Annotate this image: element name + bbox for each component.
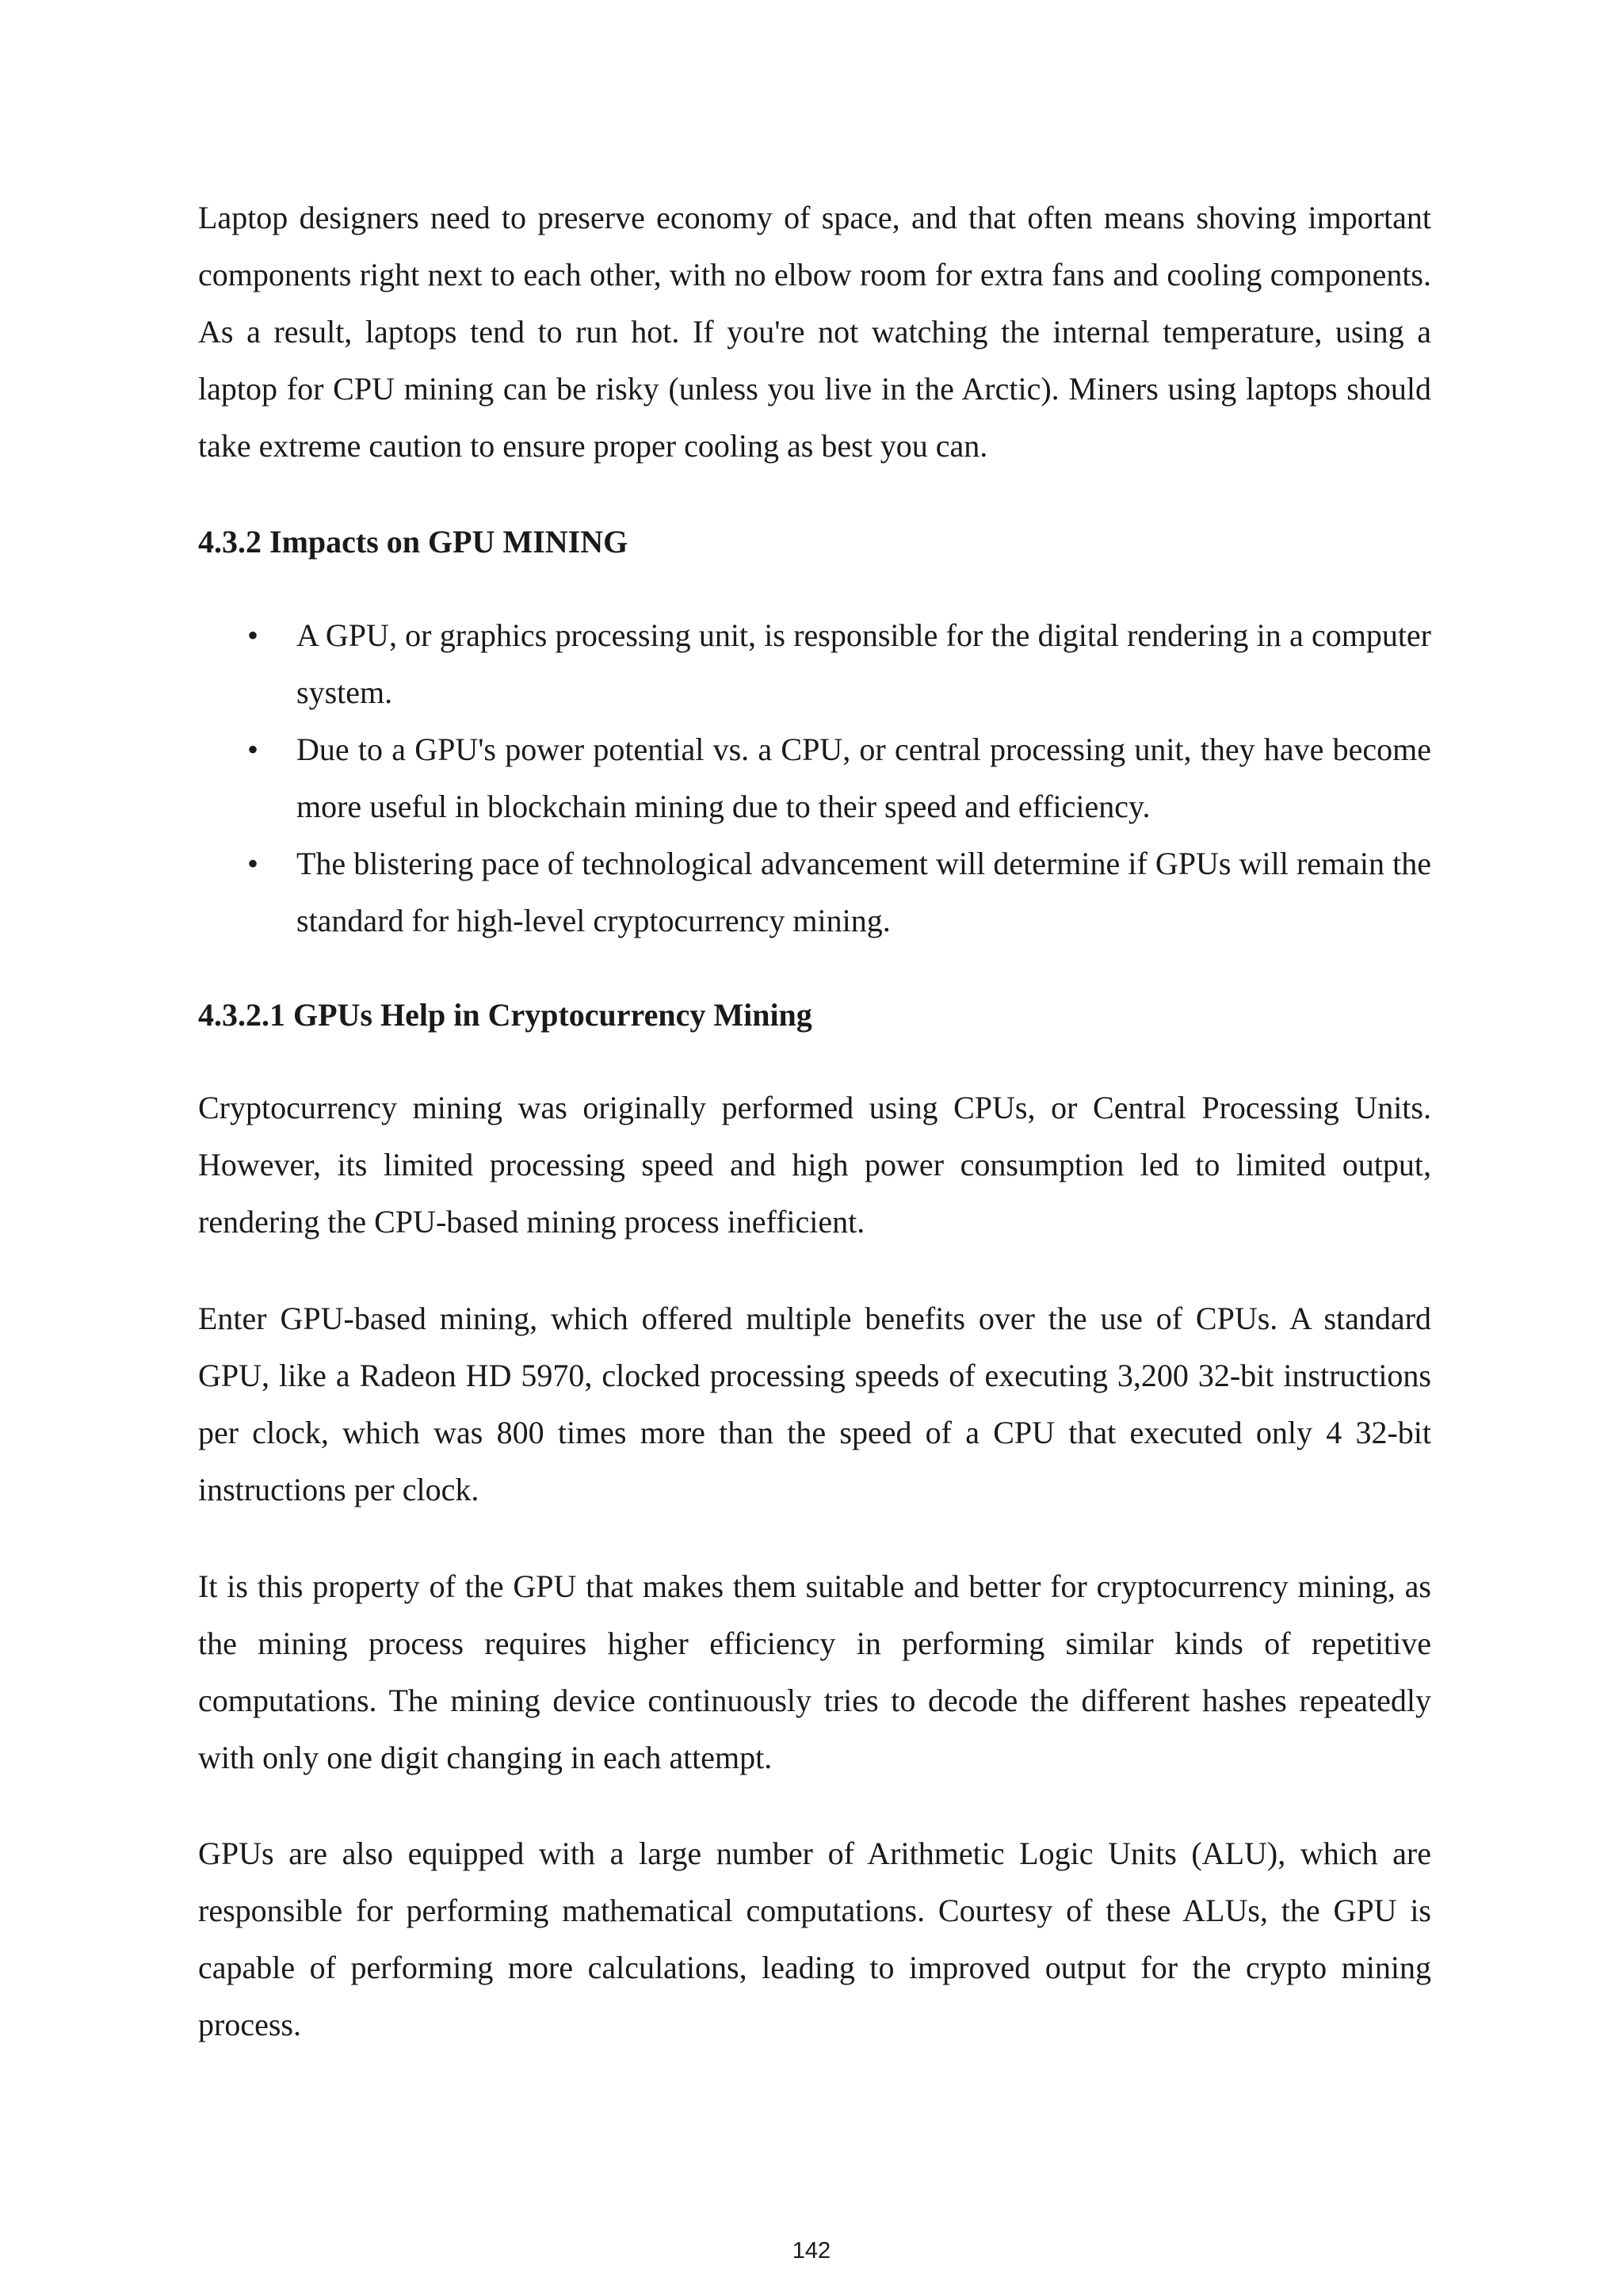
- bullet-item: [198, 721, 1431, 835]
- subsection-heading: 4.3.2.1 GPUs Help in Cryptocurrency Mining: [198, 997, 812, 1033]
- body-paragraph: GPUs are also equipped with a large number of Arithmetic Logic Units (ALU), which are responsible for performing mathematical computations. Courtesy of these ALUs, the GPU is capable of performing more calculations, leading to improved output for the crypto mining process.: [198, 1836, 1431, 2042]
- bullet-item: [198, 607, 1431, 721]
- bullet-text: The blistering pace of technological advancement will determine if GPUs will remain the standard for high-level cryptocurrency mining.: [296, 846, 1431, 938]
- page-number: 142: [792, 2238, 831, 2264]
- intro-paragraph: Laptop designers need to preserve economy of space, and that often means shoving important components right next to each other, with no elbow room for extra fans and cooling components. As a result, laptops tend to run hot. If you're not watching the internal temperature, using a laptop for CPU mining can be risky (unless you live in the Arctic). Miners using laptops should take extreme caution to ensure proper cooling as best you can.: [198, 200, 1431, 464]
- bullet-text: Due to a GPU's power potential vs. a CPU, or central processing unit, they have become more useful in blockchain mining due to their speed and efficiency.: [296, 732, 1431, 824]
- bullet-dot-icon: •: [247, 617, 259, 653]
- body-paragraph: It is this property of the GPU that makes them suitable and better for cryptocurrency mining, as the mining process requires higher efficiency in performing similar kinds of repetitive computations. The mining device continuously tries to decode the different hashes repeatedly with only one digit changing in each attempt.: [198, 1568, 1431, 1775]
- body-paragraph: Cryptocurrency mining was originally performed using CPUs, or Central Processing Units. However, its limited processing speed and high power consumption led to limited output, rendering the CPU-based mining process inefficient.: [198, 1090, 1431, 1240]
- section-heading: 4.3.2 Impacts on GPU MINING: [198, 524, 628, 560]
- body-paragraph: Enter GPU-based mining, which offered multiple benefits over the use of CPUs. A standard GPU, like a Radeon HD 5970, clocked processing speeds of executing 3,200 32-bit instructions per clock, which was 800 times more than the speed of a CPU that executed only 4 32-bit instructions per clock.: [198, 1301, 1431, 1507]
- bullet-dot-icon: •: [247, 846, 259, 881]
- bullet-dot-icon: •: [247, 732, 259, 767]
- bullet-item: [198, 835, 1431, 949]
- bullet-text: A GPU, or graphics processing unit, is responsible for the digital rendering in a computer system.: [296, 617, 1431, 710]
- bullet-list: [198, 607, 1431, 949]
